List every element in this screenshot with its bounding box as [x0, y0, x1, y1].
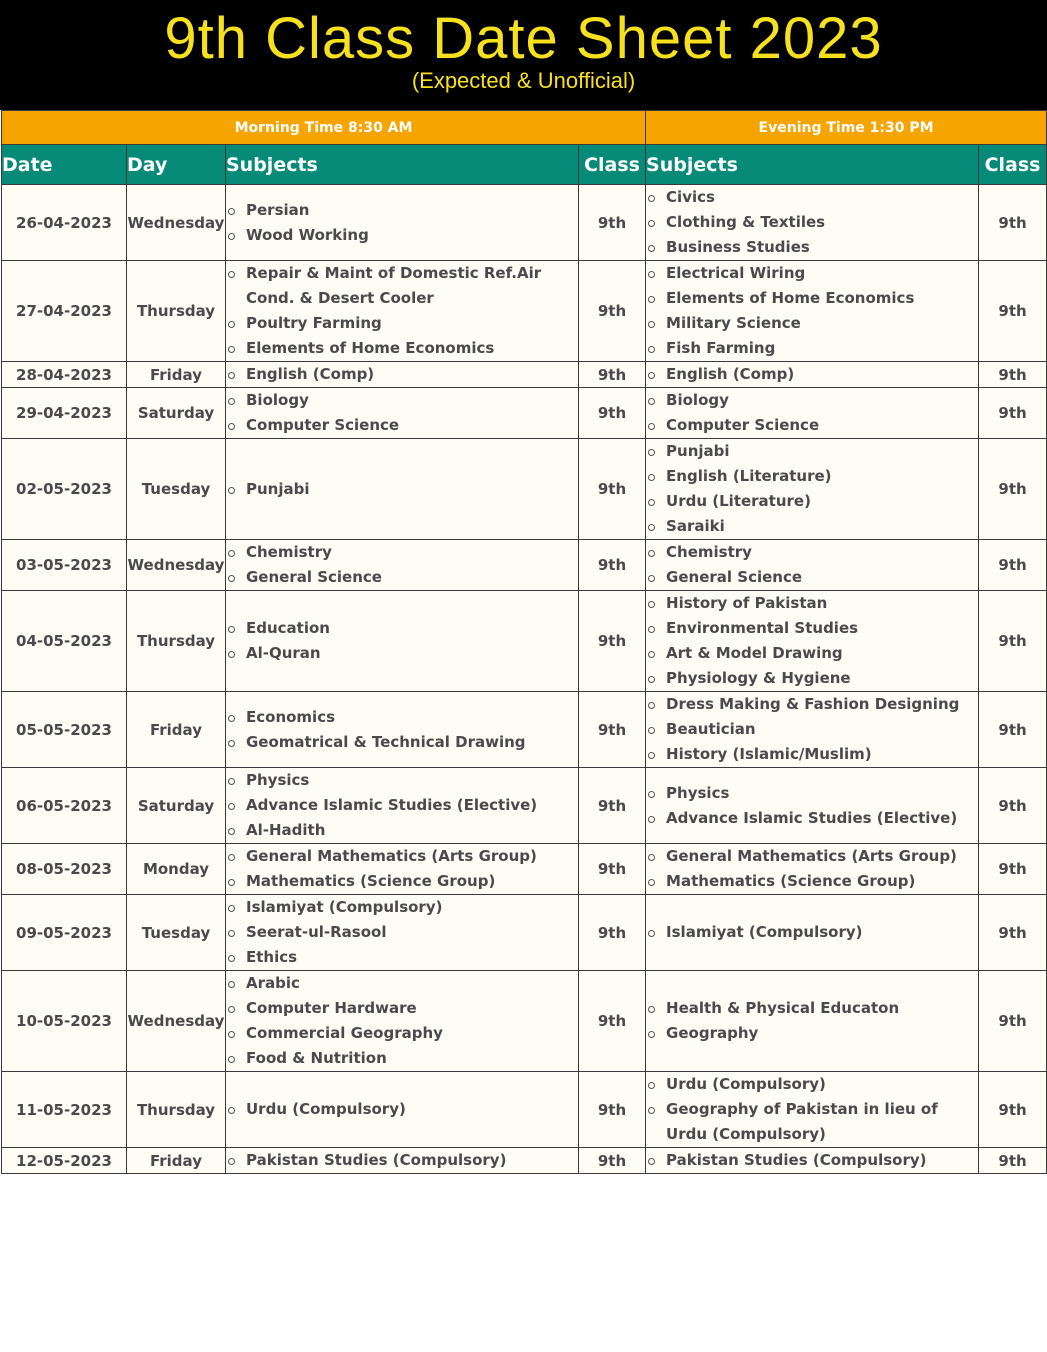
date-cell: 03-05-2023	[2, 540, 127, 591]
table-row	[2, 439, 1047, 540]
date-cell: 02-05-2023	[2, 439, 127, 540]
subject-item: Elements of Home Economics	[646, 286, 978, 311]
morning-subjects-cell	[226, 895, 579, 971]
subject-item: Urdu (Compulsory)	[646, 1072, 978, 1097]
subject-item: Saraiki	[646, 514, 978, 539]
col-date: Date	[2, 145, 127, 185]
morning-class-cell: 9th	[579, 261, 646, 362]
subject-list	[646, 591, 978, 691]
evening-time-header: Evening Time 1:30 PM	[646, 111, 1047, 145]
subject-item: Military Science	[646, 311, 978, 336]
morning-subjects-cell	[226, 185, 579, 261]
date-sheet-table	[1, 110, 1047, 1174]
subject-list	[226, 1097, 578, 1122]
subject-list	[646, 439, 978, 539]
col-day: Day	[127, 145, 226, 185]
subject-item: General Science	[226, 565, 578, 590]
subject-item: Clothing & Textiles	[646, 210, 978, 235]
table-row	[2, 768, 1047, 844]
session-time-row	[2, 111, 1047, 145]
subject-item: Economics	[226, 705, 578, 730]
date-cell: 12-05-2023	[2, 1148, 127, 1174]
col-evening-class: Class	[979, 145, 1047, 185]
subject-item: Computer Science	[646, 413, 978, 438]
table-row	[2, 971, 1047, 1072]
evening-class-cell: 9th	[979, 388, 1047, 439]
morning-class-cell: 9th	[579, 540, 646, 591]
date-cell: 10-05-2023	[2, 971, 127, 1072]
day-cell: Friday	[127, 1148, 226, 1174]
date-sheet-body	[2, 185, 1047, 1174]
morning-class-cell: 9th	[579, 895, 646, 971]
subject-item: Business Studies	[646, 235, 978, 260]
subject-list	[646, 1148, 978, 1173]
evening-class-cell: 9th	[979, 768, 1047, 844]
day-cell: Monday	[127, 844, 226, 895]
subject-list	[646, 781, 978, 831]
subject-list	[226, 844, 578, 894]
subject-item: Commercial Geography	[226, 1021, 578, 1046]
subject-item: Geography of Pakistan in lieu of Urdu (Compulsory)	[646, 1097, 978, 1147]
page-title: 9th Class Date Sheet 2023	[164, 6, 883, 71]
date-cell: 06-05-2023	[2, 768, 127, 844]
subject-item: Pakistan Studies (Compulsory)	[646, 1148, 978, 1173]
subject-item: English (Comp)	[646, 362, 978, 387]
subject-list	[226, 388, 578, 438]
day-cell: Thursday	[127, 261, 226, 362]
evening-class-cell: 9th	[979, 971, 1047, 1072]
subject-item: Civics	[646, 185, 978, 210]
day-cell: Wednesday	[127, 540, 226, 591]
day-cell: Friday	[127, 362, 226, 388]
day-cell: Saturday	[127, 388, 226, 439]
table-row	[2, 844, 1047, 895]
subject-list	[646, 1072, 978, 1147]
subject-item: Urdu (Compulsory)	[226, 1097, 578, 1122]
subject-list	[226, 705, 578, 755]
table-row	[2, 540, 1047, 591]
evening-subjects-cell	[646, 895, 979, 971]
morning-subjects-cell	[226, 591, 579, 692]
subject-item: Pakistan Studies (Compulsory)	[226, 1148, 578, 1173]
evening-subjects-cell	[646, 261, 979, 362]
table-row	[2, 185, 1047, 261]
subject-item: Chemistry	[226, 540, 578, 565]
subject-list	[226, 362, 578, 387]
col-evening-subjects: Subjects	[646, 145, 979, 185]
subject-item: Biology	[646, 388, 978, 413]
evening-subjects-cell	[646, 692, 979, 768]
morning-subjects-cell	[226, 1072, 579, 1148]
subject-item: Physiology & Hygiene	[646, 666, 978, 691]
subject-item: Ethics	[226, 945, 578, 970]
morning-class-cell: 9th	[579, 439, 646, 540]
evening-class-cell: 9th	[979, 895, 1047, 971]
morning-class-cell: 9th	[579, 844, 646, 895]
evening-subjects-cell	[646, 971, 979, 1072]
morning-subjects-cell	[226, 439, 579, 540]
subject-item: Punjabi	[226, 477, 578, 502]
page-subtitle: (Expected & Unofficial)	[411, 68, 636, 93]
subject-list	[226, 895, 578, 970]
subject-item: Poultry Farming	[226, 311, 578, 336]
table-row	[2, 362, 1047, 388]
day-cell: Tuesday	[127, 895, 226, 971]
subject-list	[646, 692, 978, 767]
date-cell: 09-05-2023	[2, 895, 127, 971]
subject-item: Al-Hadith	[226, 818, 578, 843]
subject-item: Geomatrical & Technical Drawing	[226, 730, 578, 755]
morning-subjects-cell	[226, 261, 579, 362]
subject-item: Mathematics (Science Group)	[646, 869, 978, 894]
page-header	[0, 0, 1047, 110]
morning-subjects-cell	[226, 844, 579, 895]
evening-subjects-cell	[646, 591, 979, 692]
subject-item: English (Literature)	[646, 464, 978, 489]
col-morning-class: Class	[579, 145, 646, 185]
subject-item: Geography	[646, 1021, 978, 1046]
subject-item: Advance Islamic Studies (Elective)	[226, 793, 578, 818]
table-row	[2, 261, 1047, 362]
subject-item: Health & Physical Educaton	[646, 996, 978, 1021]
date-cell: 27-04-2023	[2, 261, 127, 362]
subject-item: Food & Nutrition	[226, 1046, 578, 1071]
morning-subjects-cell	[226, 540, 579, 591]
subject-item: Physics	[226, 768, 578, 793]
morning-subjects-cell	[226, 362, 579, 388]
subject-item: Arabic	[226, 971, 578, 996]
evening-class-cell: 9th	[979, 591, 1047, 692]
col-morning-subjects: Subjects	[226, 145, 579, 185]
morning-subjects-cell	[226, 1148, 579, 1174]
subject-item: Dress Making & Fashion Designing	[646, 692, 978, 717]
table-row	[2, 388, 1047, 439]
subject-item: Punjabi	[646, 439, 978, 464]
day-cell: Wednesday	[127, 185, 226, 261]
subject-item: Biology	[226, 388, 578, 413]
morning-subjects-cell	[226, 971, 579, 1072]
subject-item: General Mathematics (Arts Group)	[646, 844, 978, 869]
table-row	[2, 1072, 1047, 1148]
subject-item: Beautician	[646, 717, 978, 742]
morning-subjects-cell	[226, 692, 579, 768]
subject-list	[226, 616, 578, 666]
evening-subjects-cell	[646, 362, 979, 388]
column-header-row	[2, 145, 1047, 185]
table-row	[2, 591, 1047, 692]
morning-class-cell: 9th	[579, 1148, 646, 1174]
day-cell: Friday	[127, 692, 226, 768]
evening-subjects-cell	[646, 844, 979, 895]
morning-class-cell: 9th	[579, 591, 646, 692]
evening-class-cell: 9th	[979, 844, 1047, 895]
subject-list	[226, 540, 578, 590]
evening-subjects-cell	[646, 1148, 979, 1174]
day-cell: Tuesday	[127, 439, 226, 540]
date-cell: 04-05-2023	[2, 591, 127, 692]
morning-class-cell: 9th	[579, 971, 646, 1072]
morning-class-cell: 9th	[579, 1072, 646, 1148]
subject-item: Islamiyat (Compulsory)	[226, 895, 578, 920]
subject-item: Art & Model Drawing	[646, 641, 978, 666]
day-cell: Wednesday	[127, 971, 226, 1072]
subject-list	[646, 996, 978, 1046]
date-cell: 08-05-2023	[2, 844, 127, 895]
evening-subjects-cell	[646, 768, 979, 844]
evening-class-cell: 9th	[979, 540, 1047, 591]
subject-item: Fish Farming	[646, 336, 978, 361]
subject-item: Environmental Studies	[646, 616, 978, 641]
subject-item: Mathematics (Science Group)	[226, 869, 578, 894]
evening-class-cell: 9th	[979, 1072, 1047, 1148]
evening-subjects-cell	[646, 540, 979, 591]
morning-class-cell: 9th	[579, 362, 646, 388]
subject-item: General Science	[646, 565, 978, 590]
morning-class-cell: 9th	[579, 692, 646, 768]
subject-item: Seerat-ul-Rasool	[226, 920, 578, 945]
evening-subjects-cell	[646, 439, 979, 540]
subject-item: Physics	[646, 781, 978, 806]
subject-list	[226, 198, 578, 248]
subject-item: Al-Quran	[226, 641, 578, 666]
date-cell: 26-04-2023	[2, 185, 127, 261]
subject-list	[646, 362, 978, 387]
subject-list	[226, 768, 578, 843]
subject-item: Computer Hardware	[226, 996, 578, 1021]
subject-item: Elements of Home Economics	[226, 336, 578, 361]
subject-item: General Mathematics (Arts Group)	[226, 844, 578, 869]
subject-list	[646, 388, 978, 438]
subject-list	[226, 477, 578, 502]
subject-item: Islamiyat (Compulsory)	[646, 920, 978, 945]
date-cell: 05-05-2023	[2, 692, 127, 768]
subject-list	[646, 185, 978, 260]
day-cell: Saturday	[127, 768, 226, 844]
subject-list	[646, 844, 978, 894]
subject-item: Electrical Wiring	[646, 261, 978, 286]
morning-class-cell: 9th	[579, 388, 646, 439]
table-row	[2, 1148, 1047, 1174]
morning-time-header: Morning Time 8:30 AM	[2, 111, 646, 145]
subject-item: Chemistry	[646, 540, 978, 565]
subject-list	[646, 920, 978, 945]
table-row	[2, 895, 1047, 971]
day-cell: Thursday	[127, 591, 226, 692]
subject-list	[646, 540, 978, 590]
subject-list	[226, 261, 578, 361]
morning-subjects-cell	[226, 388, 579, 439]
evening-class-cell: 9th	[979, 261, 1047, 362]
subject-item: English (Comp)	[226, 362, 578, 387]
subject-item: Repair & Maint of Domestic Ref.Air Cond. & Desert Cooler	[226, 261, 578, 311]
subject-item: Computer Science	[226, 413, 578, 438]
table-row	[2, 692, 1047, 768]
subject-list	[646, 261, 978, 361]
evening-class-cell: 9th	[979, 362, 1047, 388]
subject-item: Education	[226, 616, 578, 641]
subject-item: Persian	[226, 198, 578, 223]
evening-subjects-cell	[646, 388, 979, 439]
evening-class-cell: 9th	[979, 692, 1047, 768]
subject-list	[226, 1148, 578, 1173]
date-cell: 29-04-2023	[2, 388, 127, 439]
date-cell: 28-04-2023	[2, 362, 127, 388]
evening-subjects-cell	[646, 1072, 979, 1148]
morning-class-cell: 9th	[579, 768, 646, 844]
evening-subjects-cell	[646, 185, 979, 261]
evening-class-cell: 9th	[979, 1148, 1047, 1174]
subject-list	[226, 971, 578, 1071]
evening-class-cell: 9th	[979, 439, 1047, 540]
subject-item: Wood Working	[226, 223, 578, 248]
subject-item: Advance Islamic Studies (Elective)	[646, 806, 978, 831]
subject-item: History (Islamic/Muslim)	[646, 742, 978, 767]
morning-class-cell: 9th	[579, 185, 646, 261]
date-cell: 11-05-2023	[2, 1072, 127, 1148]
day-cell: Thursday	[127, 1072, 226, 1148]
subject-item: Urdu (Literature)	[646, 489, 978, 514]
subject-item: History of Pakistan	[646, 591, 978, 616]
morning-subjects-cell	[226, 768, 579, 844]
evening-class-cell: 9th	[979, 185, 1047, 261]
